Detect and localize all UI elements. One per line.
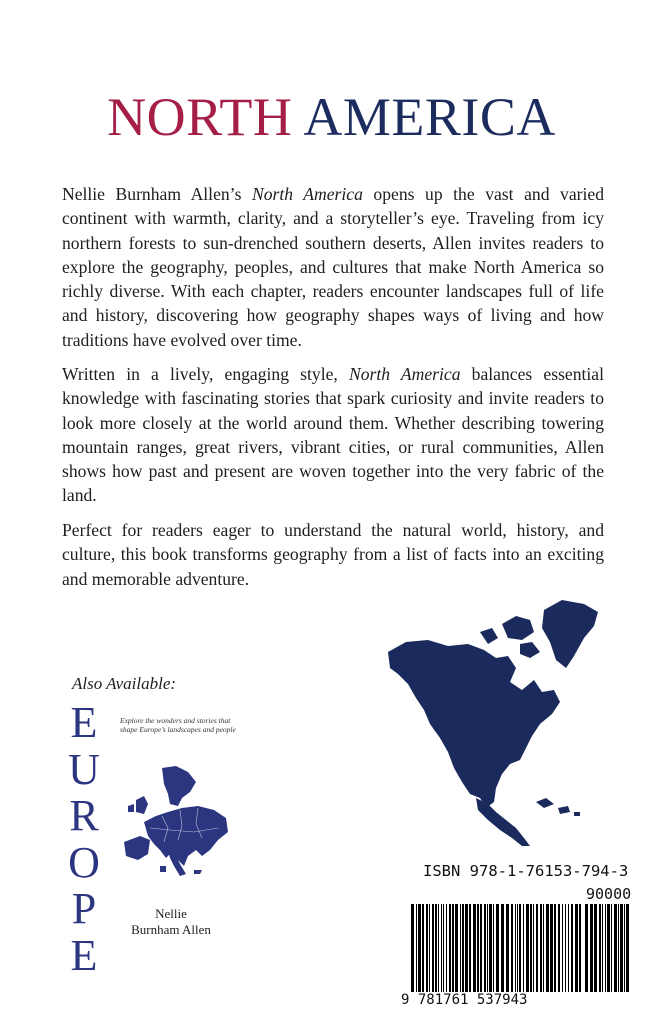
europe-author: [116, 906, 226, 938]
europe-letter: E: [70, 930, 98, 980]
description-paragraph-2: [62, 362, 604, 508]
barcode-bar: [411, 904, 414, 992]
paragraph-2-text-b: balances essential knowledge with fascinating stories that spark curiosity and invite readers to look more closely at the world around them. Whether describing towering mountain ranges, great rivers, vibrant cities, or rural communities, Allen shows how past and present are woven together into the very fabric of the land.: [62, 364, 605, 506]
barcode-bar: [432, 904, 434, 992]
paragraph-2-text-a: Written in a lively, engaging style,: [62, 364, 349, 384]
europe-map: [110, 766, 230, 881]
barcode-bar: [620, 904, 623, 992]
barcode-bar: [438, 904, 439, 992]
barcode-bar: [460, 904, 461, 992]
barcode-bar: [624, 904, 625, 992]
barcode-bar: [611, 904, 612, 992]
barcode-bar: [416, 904, 417, 992]
north-america-map: [384, 598, 634, 848]
barcode-bar: [462, 904, 464, 992]
barcode-bar: [579, 904, 581, 992]
barcode-bar: [452, 904, 454, 992]
paragraph-1-book-title: North America: [251, 184, 363, 204]
europe-letter: P: [71, 884, 97, 933]
barcode-bar: [519, 904, 521, 992]
isbn-number: ISBN 978-1-76153-794-3: [423, 862, 629, 880]
barcode-bar: [465, 904, 468, 992]
barcode-bar: [501, 904, 504, 992]
barcode-bar: [426, 904, 428, 992]
barcode-bar: [489, 904, 492, 992]
barcode-bar: [469, 904, 471, 992]
barcode-bar: [480, 904, 482, 992]
barcode-bar: [484, 904, 486, 992]
barcode-bar: [614, 904, 617, 992]
barcode-bar: [473, 904, 476, 992]
barcode-bar: [585, 904, 588, 992]
barcode-bar: [517, 904, 518, 992]
barcode-bar: [446, 904, 447, 992]
barcode-bar: [435, 904, 437, 992]
barcode-bar: [422, 904, 424, 992]
description-paragraph-3: Perfect for readers eager to understand the natural world, history, and culture, this book transforms geography from a list of facts into an exciting and memorable adventure.: [62, 520, 604, 589]
title-word-america: AMERICA: [303, 87, 556, 147]
title-word-north: NORTH: [107, 87, 293, 147]
barcode-bar: [607, 904, 610, 992]
barcode-addon-bars: [585, 904, 631, 992]
barcode-bar: [523, 904, 524, 992]
barcode-bar: [562, 904, 563, 992]
barcode-bar: [506, 904, 509, 992]
barcode-bar: [418, 904, 421, 992]
also-available-label: Also Available:: [72, 674, 177, 693]
barcode-bar: [554, 904, 556, 992]
barcode-digits: 9 781761 537943: [401, 992, 528, 1008]
barcode-bar: [571, 904, 573, 992]
paragraph-1-text-b: opens up the vast and varied continent with warmth, clarity, and a storyteller’s eye. Traveling from icy northern forests to sun-drenched southern deserts, Allen invites readers to explore the geography, peoples, and cultures that make North America so richly diverse. With each chapter, readers encounter landscapes full of life and history, discovering how geography shapes ways of living and how traditions have evolved over time.: [62, 184, 605, 350]
europe-author-line-1: Nellie: [155, 906, 187, 921]
europe-title-vertical: [64, 700, 104, 979]
barcode-bar: [605, 904, 606, 992]
barcode-bar: [533, 904, 534, 992]
europe-tagline: Explore the wonders and stories that shape Europe’s landscapes and people: [120, 716, 236, 734]
barcode-bar: [511, 904, 513, 992]
isbn-barcode-block: [397, 858, 637, 1018]
price-code: 90000: [586, 885, 632, 903]
book-title: [0, 82, 663, 152]
paragraph-1-text-a: Nellie Burnham Allen’s: [62, 184, 252, 204]
barcode-bar: [543, 904, 544, 992]
barcode-bar: [575, 904, 578, 992]
barcode-bar: [449, 904, 451, 992]
barcode-bar: [496, 904, 499, 992]
barcode-bar: [568, 904, 569, 992]
europe-letter: R: [69, 791, 99, 840]
barcode-bar: [565, 904, 566, 992]
europe-letter: E: [70, 698, 98, 747]
barcode-bar: [493, 904, 494, 992]
barcode-bar: [477, 904, 479, 992]
barcode-bar: [429, 904, 430, 992]
description-paragraph-1: [62, 182, 604, 352]
barcode-bar: [550, 904, 553, 992]
barcode-bar: [626, 904, 629, 992]
europe-letter: O: [68, 837, 100, 887]
barcode-bar: [546, 904, 549, 992]
barcode-bars: [411, 904, 581, 992]
barcode-bar: [602, 904, 603, 992]
barcode-bar: [455, 904, 458, 992]
europe-author-line-2: Burnham Allen: [131, 922, 211, 937]
paragraph-2-book-title: North America: [348, 364, 461, 384]
barcode-bar: [515, 904, 516, 992]
barcode-bar: [590, 904, 593, 992]
barcode-bar: [618, 904, 619, 992]
barcode-bar: [594, 904, 597, 992]
barcode-bar: [558, 904, 560, 992]
barcode-bar: [526, 904, 529, 992]
barcode-bar: [530, 904, 532, 992]
barcode-bar: [443, 904, 444, 992]
barcode-bar: [599, 904, 601, 992]
barcode-bar: [441, 904, 442, 992]
barcode-bar: [536, 904, 538, 992]
barcode-bar: [540, 904, 542, 992]
barcode-bar: [487, 904, 488, 992]
europe-letter: U: [68, 744, 100, 794]
